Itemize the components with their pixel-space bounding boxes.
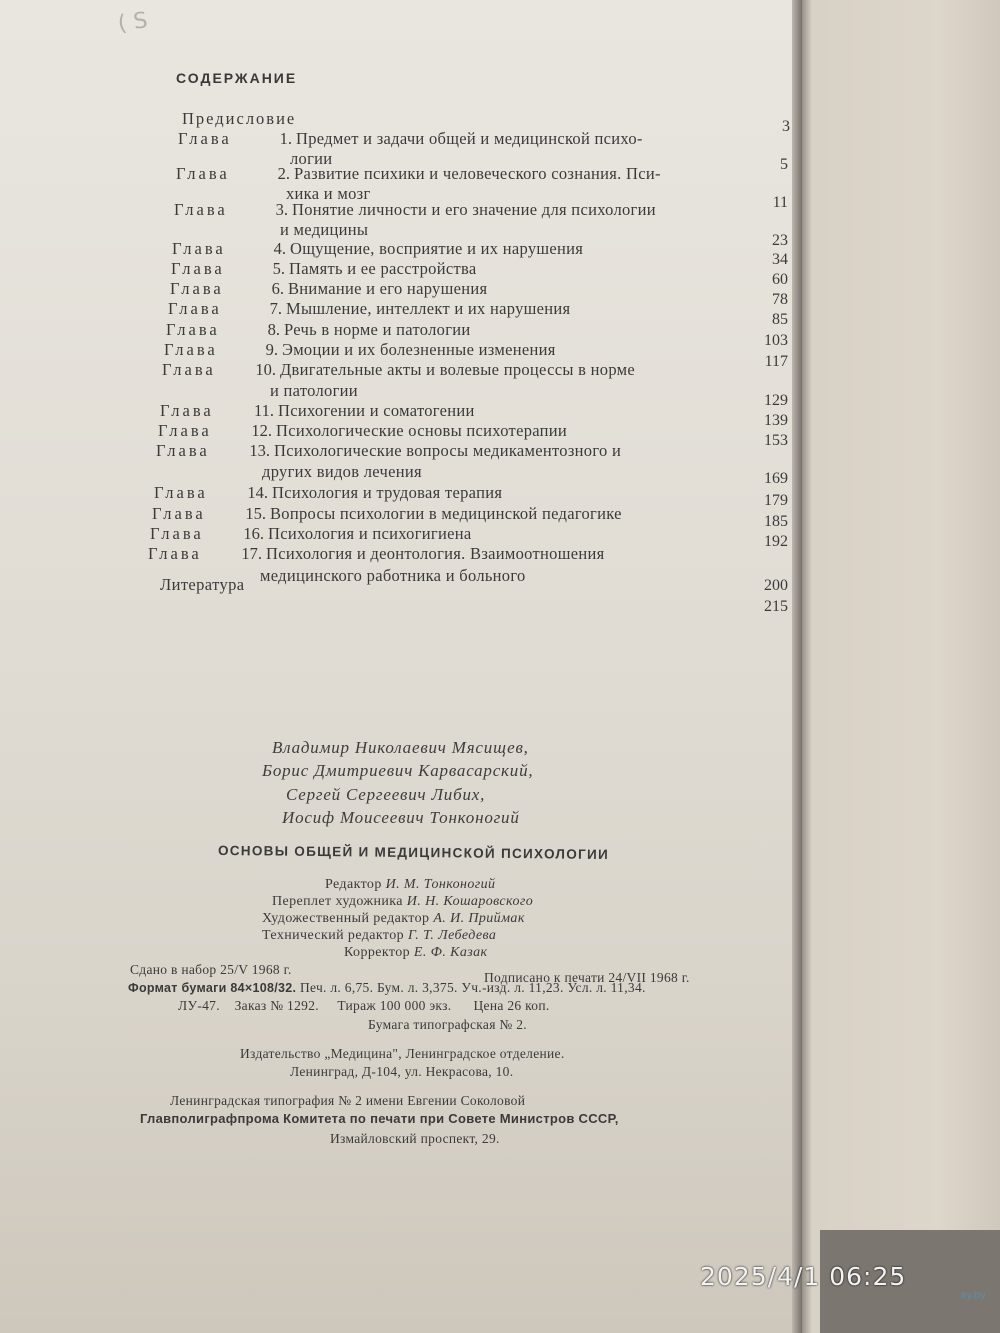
- toc-entry: [174, 201, 656, 219]
- toc-page-number: 117: [764, 353, 788, 370]
- toc-page-number: 85: [772, 311, 788, 328]
- toc-chapter-word: Глава: [152, 504, 206, 523]
- toc-page-number: 192: [764, 533, 788, 550]
- toc-page-number: 215: [764, 598, 788, 615]
- toc-entry: [154, 484, 502, 502]
- imprint-paper: Бумага типографская № 2.: [368, 1017, 527, 1032]
- credit-editor: [325, 877, 495, 893]
- credit-role: Художественный редактор: [262, 911, 430, 926]
- toc-page-number: 11: [772, 194, 788, 211]
- toc-entry-continuation: других видов лечения: [262, 462, 422, 481]
- imprint-order: Заказ № 1292.: [234, 998, 319, 1013]
- imprint-printer: Ленинградская типография № 2 имени Евгении Соколовой: [170, 1093, 526, 1108]
- toc-entry-title: Психология и трудовая терапия: [272, 483, 503, 502]
- toc-page-number: 200: [764, 577, 788, 594]
- toc-chapter-word: Глава: [168, 299, 222, 318]
- imprint-printer-org-text: Главполиграфпрома Комитета по печати при Совете Министров СССР,: [140, 1111, 619, 1126]
- toc-entry: [172, 240, 583, 258]
- credit-tech-editor: [262, 928, 496, 944]
- imprint-run: Тираж 100 000 экз.: [337, 998, 452, 1013]
- imprint-publisher-address: Ленинград, Д-104, ул. Некрасова, 10.: [290, 1064, 514, 1079]
- toc-entry-title: Психологические вопросы медикаментозного и: [274, 441, 622, 460]
- toc-entry-title: Эмоции и их болезненные изменения: [282, 340, 556, 359]
- toc-chapter-number: 4.: [273, 239, 286, 258]
- toc-entry-title: Психогении и соматогении: [278, 401, 475, 420]
- toc-chapter-number: 12.: [251, 421, 272, 440]
- toc-entry: [158, 422, 567, 440]
- toc-chapter-word: Глава: [166, 320, 220, 339]
- credit-role: Корректор: [344, 945, 411, 960]
- toc-chapter-word: Глава: [156, 441, 210, 460]
- toc-chapter-number: 5.: [272, 259, 285, 278]
- toc-entry-title: Психологические основы психотерапии: [276, 421, 568, 440]
- imprint-format: [128, 980, 646, 996]
- toc-entry: [162, 361, 635, 379]
- toc-page-number: 5: [780, 156, 788, 173]
- imprint-format-text: Формат бумаги 84×108/32.: [128, 981, 297, 995]
- toc-entry-title: Мышление, интеллект и их нарушения: [286, 299, 571, 318]
- credit-name: Г. Т. Лебедева: [407, 928, 497, 943]
- toc-entry: [164, 341, 556, 359]
- credit-cover-artist: [272, 894, 533, 910]
- toc-chapter-word: Глава: [160, 401, 214, 420]
- toc-heading: СОДЕРЖАНИЕ: [176, 70, 298, 86]
- toc-page-number: 103: [764, 332, 788, 349]
- toc-chapter-number: 16.: [243, 524, 264, 543]
- toc-entry: [156, 442, 621, 460]
- toc-entry: [182, 110, 296, 128]
- toc-entry-title: Психология и деонтология. Взаимоотношения: [266, 544, 605, 563]
- toc-entry-title: Ощущение, восприятие и их нарушения: [290, 239, 584, 258]
- author-line: Борис Дмитриевич Карвасарский,: [262, 761, 534, 780]
- toc-entry-title: Понятие личности и его значение для психологии: [292, 200, 656, 219]
- toc-entry-title: Предисловие: [182, 109, 297, 128]
- toc-entry-continuation: логии: [290, 149, 333, 168]
- imprint-printer-address: Измайловский проспект, 29.: [330, 1131, 500, 1146]
- toc-page-number: 23: [772, 232, 788, 249]
- toc-chapter-number: 10.: [255, 360, 276, 379]
- toc-page-number: 60: [772, 271, 788, 288]
- toc-chapter-number: 17.: [241, 544, 262, 563]
- toc-chapter-word: Глава: [158, 421, 212, 440]
- imprint-publisher: Издательство „Медицина", Ленинградское отделение.: [240, 1046, 565, 1061]
- credit-role: Переплет художника: [272, 894, 403, 909]
- toc-entry: [178, 130, 643, 148]
- toc-entry: [176, 165, 661, 183]
- toc-entry-continuation: и патологии: [270, 381, 358, 400]
- toc-chapter-word: Глава: [171, 259, 225, 278]
- imprint-sent: Сдано в набор 25/V 1968 г.: [130, 962, 292, 977]
- author-line: Владимир Николаевич Мясищев,: [272, 738, 529, 757]
- toc-chapter-number: 15.: [245, 504, 266, 523]
- toc-entry-title: Память и ее расстройства: [289, 259, 477, 278]
- author-line: Иосиф Моисеевич Тонконогий: [282, 808, 520, 827]
- toc-chapter-word: Глава: [178, 129, 232, 148]
- toc-page-number: 153: [764, 432, 788, 449]
- imprint-lu: ЛУ-47.: [178, 998, 220, 1013]
- toc-page-number: 179: [764, 492, 788, 509]
- toc-entry: [150, 525, 472, 543]
- toc-entry: [168, 300, 570, 318]
- credit-proofreader: [344, 945, 487, 961]
- toc-chapter-word: Глава: [170, 279, 224, 298]
- credit-role: Технический редактор: [262, 928, 405, 943]
- toc-chapter-word: Глава: [176, 164, 230, 183]
- toc-entry-title: Вопросы психологии в медицинской педагогике: [270, 504, 622, 523]
- toc-chapter-number: 2.: [277, 164, 290, 183]
- site-watermark: ay.by: [960, 1290, 987, 1301]
- toc-entry-title: Двигательные акты и волевые процессы в норме: [280, 360, 636, 379]
- toc-page-number: 185: [764, 513, 788, 530]
- book-title: ОСНОВЫ ОБЩЕЙ И МЕДИЦИНСКОЙ ПСИХОЛОГИИ: [217, 842, 610, 863]
- imprint-signed: Подписано к печати 24/VII 1968 г.: [484, 970, 690, 985]
- toc-chapter-number: 3.: [275, 200, 288, 219]
- toc-chapter-number: 7.: [269, 299, 282, 318]
- toc-entry-continuation: и медицины: [280, 220, 369, 239]
- author-line: Сергей Сергеевич Либих,: [286, 785, 486, 804]
- toc-page-number: 129: [764, 392, 788, 409]
- toc-page-number: 34: [772, 251, 788, 268]
- toc-chapter-number: 9.: [265, 340, 278, 359]
- toc-chapter-word: Глава: [162, 360, 216, 379]
- toc-entry-title: Развитие психики и человеческого сознания. Пси-: [294, 164, 661, 183]
- toc-entry: [152, 505, 622, 523]
- credit-name: И. Н. Кошаровского: [406, 894, 534, 909]
- toc-chapter-word: Глава: [164, 340, 218, 359]
- toc-entry: [170, 280, 487, 298]
- toc-chapter-word: Глава: [154, 483, 208, 502]
- toc-page-number: 169: [764, 470, 788, 487]
- toc-entry: [166, 321, 471, 339]
- adjacent-page: [800, 0, 1000, 1333]
- toc-entry-title: Внимание и его нарушения: [288, 279, 488, 298]
- toc-chapter-number: 8.: [267, 320, 280, 339]
- imprint-printer-org: [140, 1111, 619, 1127]
- credit-name: И. М. Тонконогий: [385, 877, 496, 892]
- toc-entry-title: Предмет и задачи общей и медицинской психо-: [296, 129, 643, 148]
- toc-chapter-number: 11.: [253, 401, 274, 420]
- toc-page-number: 78: [772, 291, 788, 308]
- credit-role: Редактор: [325, 877, 382, 892]
- toc-page-number: 3: [782, 118, 790, 135]
- toc-entry-continuation: хика и мозг: [286, 184, 371, 203]
- imprint-price: Цена 26 коп.: [473, 998, 550, 1013]
- toc-chapter-number: 13.: [249, 441, 270, 460]
- photo-timestamp: 2025/4/1 06:25: [700, 1262, 907, 1291]
- toc-entry: [148, 545, 605, 563]
- toc-chapter-number: 6.: [271, 279, 284, 298]
- toc-chapter-word: Глава: [148, 544, 202, 563]
- toc-entry-continuation: медицинского работника и больного: [260, 566, 526, 585]
- toc-chapter-word: Глава: [174, 200, 228, 219]
- pencil-mark: ( S: [116, 8, 150, 37]
- toc-chapter-number: 14.: [247, 483, 268, 502]
- toc-page-number: 139: [764, 412, 788, 429]
- toc-entry-title: Речь в норме и патологии: [284, 320, 471, 339]
- toc-chapter-number: 1.: [279, 129, 292, 148]
- toc-chapter-word: Глава: [172, 239, 226, 258]
- toc-entry: [171, 260, 476, 278]
- imprint-sheets: Печ. л. 6,75. Бум. л. 3,375. Уч.-изд. л. 11,23. Усл. л. 11,34.: [299, 980, 646, 995]
- toc-entry-title: Психология и психогигиена: [268, 524, 472, 543]
- toc-chapter-word: Глава: [150, 524, 204, 543]
- imprint-order-line: [178, 998, 550, 1014]
- toc-entry: [160, 402, 475, 420]
- credit-name: Е. Ф. Казак: [413, 945, 488, 960]
- toc-entry: [160, 576, 245, 594]
- toc-entry-title: Литература: [160, 575, 245, 594]
- credit-name: А. И. Приймак: [433, 911, 525, 926]
- credit-art-editor: [262, 911, 525, 927]
